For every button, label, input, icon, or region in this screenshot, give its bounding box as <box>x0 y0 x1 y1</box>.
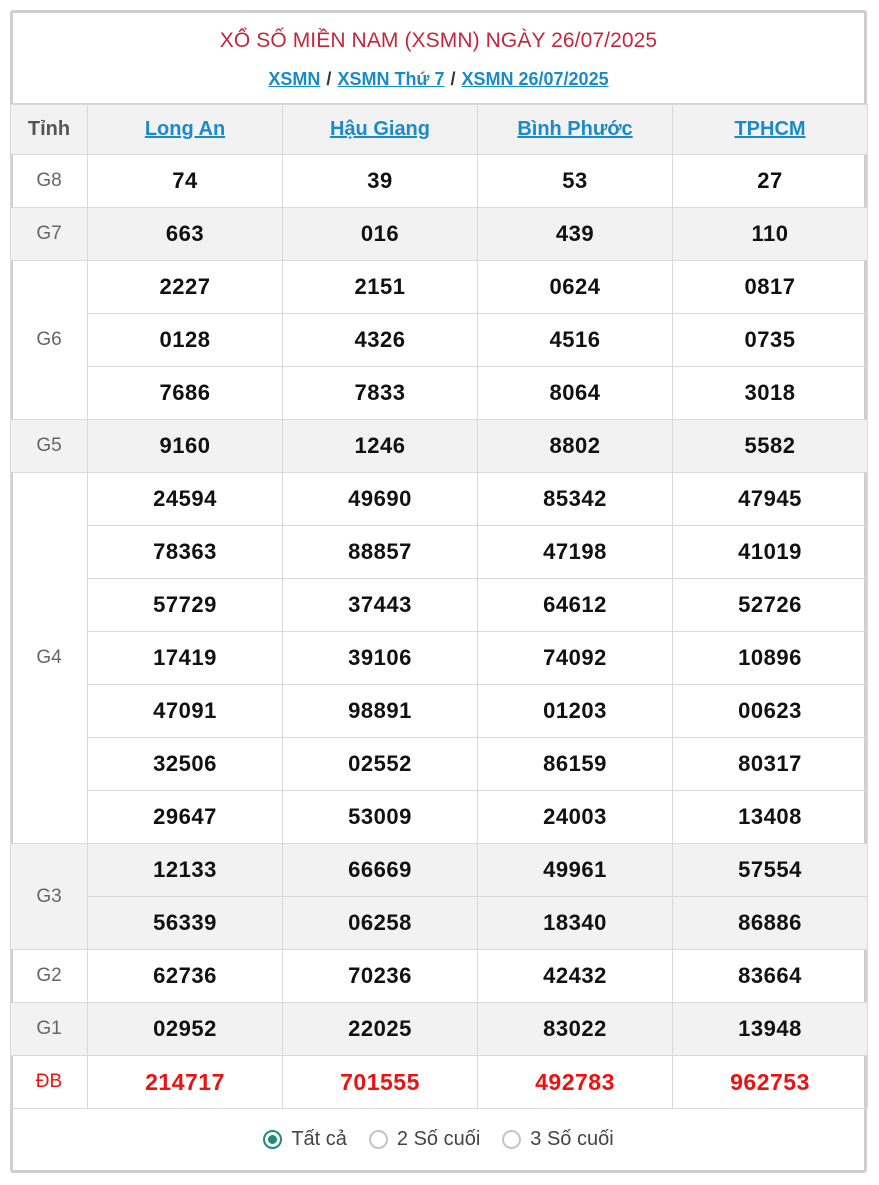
result-number: 66669 <box>283 844 478 897</box>
result-number: 85342 <box>478 473 673 526</box>
page-title: XỔ SỐ MIỀN NAM (XSMN) NGÀY 26/07/2025 <box>219 29 658 52</box>
result-number: 4326 <box>283 314 478 367</box>
table-row <box>11 685 868 738</box>
result-number: 57554 <box>673 844 868 897</box>
column-header-hau-giang <box>283 105 478 155</box>
breadcrumb-separator: / <box>450 69 456 89</box>
table-row <box>11 897 868 950</box>
result-number: 2227 <box>88 261 283 314</box>
result-number: 0128 <box>88 314 283 367</box>
radio-unchecked-icon[interactable] <box>502 1130 521 1149</box>
table-row <box>11 314 868 367</box>
results-body <box>11 155 868 1109</box>
prize-label: G2 <box>11 950 88 1003</box>
breadcrumb-link-weekday[interactable]: XSMN Thứ 7 <box>337 69 445 89</box>
result-number: 47945 <box>673 473 868 526</box>
breadcrumb <box>13 59 864 90</box>
result-number: 7833 <box>283 367 478 420</box>
table-row <box>11 526 868 579</box>
result-number: 0817 <box>673 261 868 314</box>
result-number: 18340 <box>478 897 673 950</box>
result-number: 110 <box>673 208 868 261</box>
result-number: 2151 <box>283 261 478 314</box>
result-number: 80317 <box>673 738 868 791</box>
table-row <box>11 261 868 314</box>
result-number: 0624 <box>478 261 673 314</box>
result-number: 74 <box>88 155 283 208</box>
result-number: 53009 <box>283 791 478 844</box>
result-number: 24594 <box>88 473 283 526</box>
result-number: 98891 <box>283 685 478 738</box>
breadcrumb-separator: / <box>326 69 332 89</box>
radio-checked-icon[interactable] <box>263 1130 282 1149</box>
result-number: 06258 <box>283 897 478 950</box>
result-number: 7686 <box>88 367 283 420</box>
result-number: 37443 <box>283 579 478 632</box>
result-number: 02552 <box>283 738 478 791</box>
column-header-tphcm <box>673 105 868 155</box>
province-link-binh-phuoc[interactable]: Bình Phước <box>517 118 633 140</box>
result-number: 83664 <box>673 950 868 1003</box>
result-number: 39 <box>283 155 478 208</box>
result-number: 0735 <box>673 314 868 367</box>
result-number: 49961 <box>478 844 673 897</box>
result-number: 214717 <box>88 1056 283 1109</box>
result-number: 41019 <box>673 526 868 579</box>
prize-label: G5 <box>11 420 88 473</box>
column-header-long-an <box>88 105 283 155</box>
table-row <box>11 473 868 526</box>
result-number: 22025 <box>283 1003 478 1056</box>
result-number: 57729 <box>88 579 283 632</box>
result-number: 00623 <box>673 685 868 738</box>
option-last-3-label: 3 Số cuối <box>530 1127 614 1150</box>
table-row <box>11 1003 868 1056</box>
result-number: 4516 <box>478 314 673 367</box>
table-row <box>11 579 868 632</box>
table-row <box>11 155 868 208</box>
result-number: 78363 <box>88 526 283 579</box>
result-number: 47198 <box>478 526 673 579</box>
province-link-tphcm[interactable]: TPHCM <box>734 118 806 140</box>
result-number: 3018 <box>673 367 868 420</box>
table-row <box>11 791 868 844</box>
table-row <box>11 844 868 897</box>
result-number: 56339 <box>88 897 283 950</box>
result-number: 52726 <box>673 579 868 632</box>
results-card <box>10 10 867 1173</box>
radio-unchecked-icon[interactable] <box>369 1130 388 1149</box>
result-number: 32506 <box>88 738 283 791</box>
result-number: 02952 <box>88 1003 283 1056</box>
result-number: 17419 <box>88 632 283 685</box>
table-row <box>11 367 868 420</box>
result-number: 88857 <box>283 526 478 579</box>
prize-label: G3 <box>11 844 88 950</box>
option-last-2-label: 2 Số cuối <box>396 1127 481 1150</box>
result-number: 1246 <box>283 420 478 473</box>
column-header-province: Tỉnh <box>11 105 88 155</box>
option-last-2[interactable] <box>369 1128 480 1151</box>
result-number: 701555 <box>283 1056 478 1109</box>
results-table <box>10 104 868 1109</box>
result-number: 10896 <box>673 632 868 685</box>
province-link-hau-giang[interactable]: Hậu Giang <box>329 118 430 140</box>
result-number: 62736 <box>88 950 283 1003</box>
results-header <box>13 13 864 104</box>
prize-label: G1 <box>11 1003 88 1056</box>
result-number: 8802 <box>478 420 673 473</box>
result-number: 5582 <box>673 420 868 473</box>
result-number: 01203 <box>478 685 673 738</box>
result-number: 83022 <box>478 1003 673 1056</box>
prize-label: G8 <box>11 155 88 208</box>
result-number: 13408 <box>673 791 868 844</box>
breadcrumb-link-date[interactable]: XSMN 26/07/2025 <box>461 69 609 89</box>
option-last-3[interactable] <box>502 1128 613 1151</box>
table-row <box>11 738 868 791</box>
option-all[interactable] <box>263 1128 347 1151</box>
result-number: 016 <box>283 208 478 261</box>
result-number: 53 <box>478 155 673 208</box>
result-number: 64612 <box>478 579 673 632</box>
table-row <box>11 208 868 261</box>
province-link-long-an[interactable]: Long An <box>144 118 226 140</box>
result-number: 24003 <box>478 791 673 844</box>
table-row <box>11 950 868 1003</box>
result-number: 13948 <box>673 1003 868 1056</box>
result-number: 70236 <box>283 950 478 1003</box>
result-number: 86886 <box>673 897 868 950</box>
option-all-label: Tất cả <box>291 1127 347 1150</box>
result-number: 86159 <box>478 738 673 791</box>
table-row <box>11 1056 868 1109</box>
result-number: 47091 <box>88 685 283 738</box>
radio-dot-icon <box>268 1135 277 1144</box>
table-header-row <box>11 105 868 155</box>
result-number: 42432 <box>478 950 673 1003</box>
result-number: 492783 <box>478 1056 673 1109</box>
result-number: 439 <box>478 208 673 261</box>
prize-label: ĐB <box>11 1056 88 1109</box>
result-number: 39106 <box>283 632 478 685</box>
display-options <box>13 1109 864 1169</box>
result-number: 29647 <box>88 791 283 844</box>
result-number: 49690 <box>283 473 478 526</box>
column-header-binh-phuoc <box>478 105 673 155</box>
prize-label: G6 <box>11 261 88 420</box>
prize-label: G7 <box>11 208 88 261</box>
result-number: 12133 <box>88 844 283 897</box>
result-number: 663 <box>88 208 283 261</box>
table-row <box>11 420 868 473</box>
result-number: 962753 <box>673 1056 868 1109</box>
prize-label: G4 <box>11 473 88 844</box>
result-number: 8064 <box>478 367 673 420</box>
breadcrumb-link-xsmn[interactable]: XSMN <box>268 69 321 89</box>
result-number: 9160 <box>88 420 283 473</box>
table-row <box>11 632 868 685</box>
result-number: 74092 <box>478 632 673 685</box>
result-number: 27 <box>673 155 868 208</box>
